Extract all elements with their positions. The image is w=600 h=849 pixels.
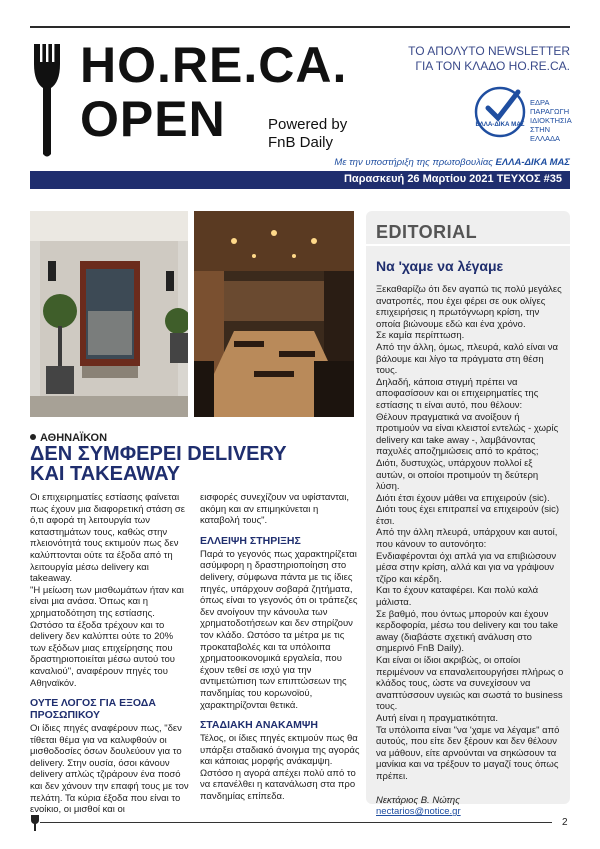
article-subheading: ΕΛΛΕΙΨΗ ΣΤΗΡΙΞΗΣ — [200, 534, 301, 547]
article-paragraph: Οι επιχειρηματίες εστίασης φαίνεται πως έχουν μια διαφορετική στάση σε ό,τι αφορά τη λειτουργία των καταστημάτων τους, καθώς στην πλειονότητά τους εκτιμούν πως δεν καλύπτονται ούτε τα έξοδα από τη λειτουργία μέσω delivery και takeaway. — [30, 492, 185, 585]
article-subheading-line: ΠΡΟΣΩΠΙΚΟΥ — [30, 709, 100, 722]
editorial-paragraph: Σε καμία περίπτωση. — [376, 330, 465, 342]
editorial-paragraph: Αυτή είναι η πραγματικότητα. — [376, 712, 499, 724]
editorial-paragraph: Ενδιαφέρονται όχι απλά για να επιβιώσουν μέσα στην κρίση, αλλά και για να γράψουν τζίρο και κέρδη. — [376, 550, 557, 585]
date-issue: Παρασκευή 26 Μαρτίου 2021 ΤΕΥΧΟΣ #35 — [343, 173, 562, 185]
footer-fork-icon — [30, 815, 40, 831]
article-headline — [30, 444, 360, 484]
editorial-label: EDITORIAL — [376, 222, 478, 242]
seal-label: ΕΛΛΑ-ΔΙΚΑ ΜΑΣ — [475, 121, 525, 128]
seal-caption-line: ΙΔΙΟΚΤΗΣΙΑ — [530, 116, 572, 125]
date-issue-bar — [30, 171, 570, 189]
footer-rule — [40, 822, 552, 823]
ellinika-seal-icon — [474, 86, 526, 138]
article-subheading-line: ΟΥΤΕ ΛΟΓΟΣ ΓΙΑ ΕΞΟΔΑ — [30, 697, 156, 710]
article-headline-line-1: ΔΕΝ ΣΥΜΦΕΡΕΙ DELIVERY — [30, 443, 287, 465]
support-line — [290, 157, 570, 168]
article-paragraph: Παρά το γεγονός πως χαρακτηρίζεται ασύμφορη η δραστηριοποίηση στο delivery, σύμφωνα πάντα με τις ίδιες πηγές, υπάρχουν σοβαρά ζητήματα, όπως είναι το γεγονός ότι οι τράπεζες δεν ανοίγουν την κάνουλα των χρηματοδοτήσεων και δεν στηρίζουν τον κλάδο. Ωστόσο τα μέτρα με τις προκαταβολές και τα υπόλοιπα χρηματοοικονομικά εργαλεία, που έχουν τεθεί σε ισχύ για την αντιμετώπιση των επιπτώσεων της πανδημίας του κορωνοϊού, χαρακτηρίζονται θετικά. — [200, 548, 358, 711]
page-number: 2 — [562, 817, 568, 828]
editorial-title: Να 'χαμε να λέγαμε — [376, 258, 504, 274]
editorial-body — [376, 284, 564, 818]
article-paragraph: εισφορές συνεχίζουν να υφίστανται, ακόμη και αν επιμηκύνεται η καταβολή τους". — [200, 492, 350, 527]
editorial-paragraph: Ξεκαθαρίζω ότι δεν αγαπώ τις πολύ μεγάλες ανατροπές, που έχει φέρει σε ουκ ολίγες επιχειρήσεις η πρωτόγνωρη κρίση, την οποία βιώνουμε εδώ και ένα χρόνο. — [376, 284, 562, 330]
seal-caption-line: ΕΔΡΑ — [530, 98, 550, 107]
article-subheading — [30, 697, 190, 721]
article-paragraph: Οι ίδιες πηγές αναφέρουν πως, "δεν τίθεται θέμα για να καλυφθούν οι μισθοδοσίες όσων δουλεύουν για το delivery. Στην ουσία, όσοι κάνουν delivery απλώς τζιράρουν ένα ποσό και δεν χάνουν την επαφή τους με τον πελάτη. Τα κύρια έξοδα που είναι το ενοίκιο, οι μισθοί και οι — [30, 723, 189, 816]
editorial-paragraph: Διότι έτσι έχουν μάθει να επιχειρούν (sic). — [376, 492, 550, 504]
bullet-icon — [30, 434, 36, 440]
support-text: Με την υποστήριξη της πρωτοβουλίας — [334, 157, 493, 168]
powered-by — [268, 116, 347, 152]
editorial-email-link[interactable]: nectarios@notice.gr — [376, 806, 461, 818]
top-rule — [30, 26, 570, 28]
restaurant-interior-photo — [194, 211, 354, 417]
editorial-paragraph: Τα υπόλοιπα είναι "να 'χαμε να λέγαμε" από αυτούς, που είτε δεν ξέρουν και δεν θέλουν να μάθουν, είτε αρνούνται να σηκώσουν τα μανίκια και να τρέξουν το μαγαζί τους όπως πρέπει. — [376, 724, 560, 782]
editorial-paragraph: Και το έχουν καταφέρει. Και πολύ καλά μάλιστα. — [376, 585, 539, 609]
editorial-paragraph: Διότι τους έχει επιτραπεί να επιχειρούν (sic) έτσι. — [376, 504, 560, 527]
editorial-paragraph: Από την άλλη, όμως, πλευρά, καλό είναι να βάλουμε και λίγο τα πράγματα στη θέση τους. — [376, 341, 558, 377]
article-column-2 — [200, 492, 360, 803]
tagline-line-2: ΓΙΑ ΤΟΝ ΚΛΑΔΟ HO.RE.CA. — [415, 59, 570, 73]
storefront-photo — [30, 211, 188, 417]
powered-by-label: Powered by — [268, 116, 348, 133]
article-kicker-label: ΑΘΗΝΑΪΚΟΝ — [40, 432, 108, 444]
editorial-divider — [366, 244, 570, 246]
brand-subtitle: OPEN — [80, 91, 226, 147]
editorial-paragraph: Και είναι οι ίδιοι ακριβώς, οι οποίοι περιμένουν να επαναλειτουργήσει πλήρως ο κλάδος τους, ώστε να συνεχίσουν να αναπτύσσουν υγειώς και σωστά το business τους. — [376, 655, 564, 713]
brand-title: HO.RE.CA. — [80, 37, 348, 93]
editorial-signature: Νεκτάριος Β. Νώτης — [376, 794, 460, 806]
article-column-1 — [30, 492, 190, 816]
support-initiative: ΕΛΛΑ-ΔΙΚΑ ΜΑΣ — [495, 157, 570, 168]
tagline — [400, 44, 570, 74]
tagline-line-1: ΤΟ ΑΠΟΛΥΤΟ NEWSLETTER — [408, 44, 570, 58]
seal-caption — [530, 98, 580, 143]
article-subheading: ΣΤΑΔΙΑΚΗ ΑΝΑΚΑΜΨΗ — [200, 719, 318, 732]
article-paragraph: "Η μείωση των μισθωμάτων ήταν και είναι μια ανάσα. Όπως και η χρηματοδότηση της εστίασης. Ωστόσο τα έξοδα τρέχουν και το delivery δεν καλύπτει ούτε το 20% των εξόδων μιας επιχείρησης που δραστηριοποιείται μέσω αυτού του καναλιού", αναφέρουν πηγές του Αθηναϊκόν. — [30, 584, 184, 689]
editorial-paragraph: Διότι, δυστυχώς, υπάρχουν πολλοί εξ αυτών, οι οποίοι προτιμούν τη δεύτερη λύση. — [376, 457, 539, 493]
editorial-paragraph: Σε βαθμό, που όντως μπορούν και έχουν κερδοφορία, μέσω του delivery και του take away (διαβάστε σχετική ανάλυση στο σημερινό FnB Daily). — [376, 608, 558, 655]
editorial-paragraph: Θέλουν πραγματικά να ανοίξουν ή προτιμούν να είναι κλειστοί εντελώς - χωρίς delivery και take away -, λαμβάνοντας παχυλές αποζημιώσεις από το κράτος; — [376, 411, 559, 458]
article-headline-line-2: ΚΑΙ TAKEAWAY — [30, 463, 181, 485]
powered-by-name: FnB Daily — [268, 134, 334, 151]
editorial-paragraph: Από την άλλη πλευρά, υπάρχουν και αυτοί, που κάνουν το αυτονόητο: — [376, 527, 558, 551]
seal-caption-line: ΣΤΗΝ ΕΛΛΑΔΑ — [530, 125, 561, 143]
seal-caption-line: ΠΑΡΑΓΩΓΗ — [530, 107, 570, 116]
editorial-paragraph: Δηλαδή, κάποια στιγμή πρέπει να αποφασίσουν και οι επιχειρηματίες της εστίασης τι είναι αυτό, που θέλουν: — [376, 376, 539, 411]
fork-logo-icon — [30, 44, 64, 159]
article-paragraph: Τέλος, οι ίδιες πηγές εκτιμούν πως θα υπάρξει σταδιακό άνοιγμα της αγοράς και κάποιας μορφής ανάκαμψη. Ωστόσο η αγορά απέχει πολύ από το να επανέλθει η κατανάλωση στα προ πανδημίας επίπεδα. — [200, 733, 360, 803]
